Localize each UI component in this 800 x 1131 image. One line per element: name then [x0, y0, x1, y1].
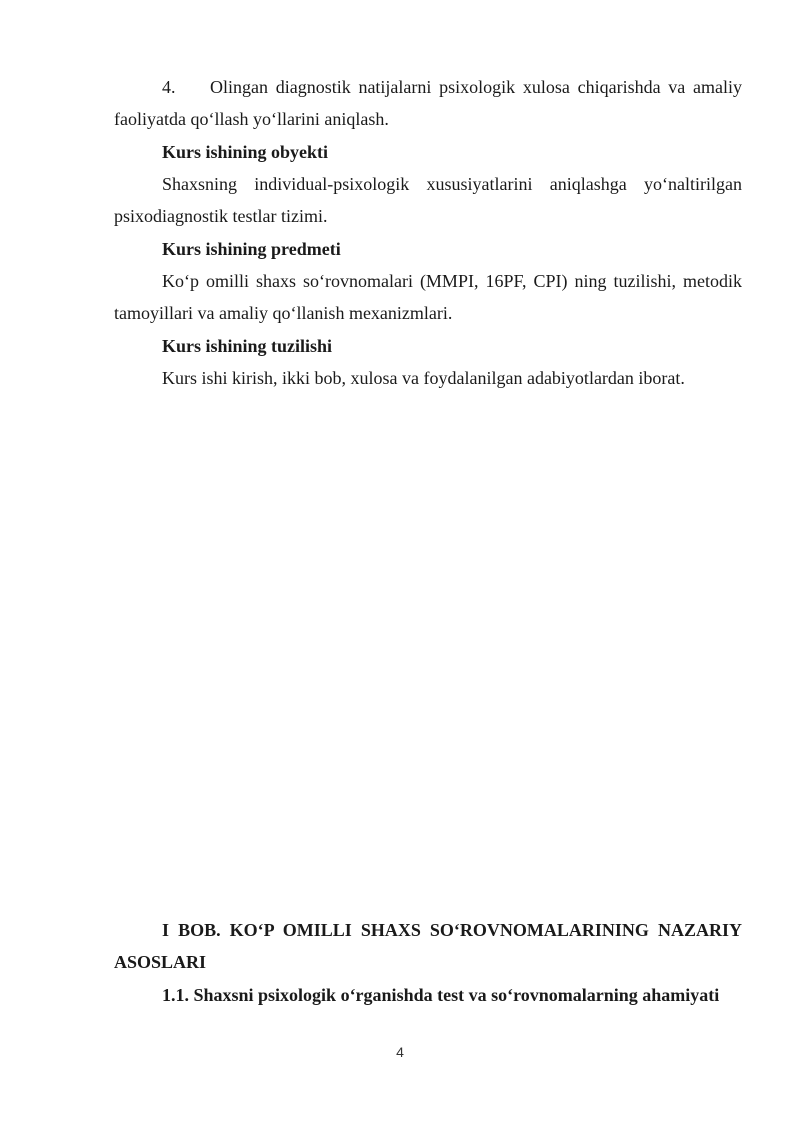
predmet-paragraph: Ko‘p omilli shaxs so‘rovnomalari (MMPI, 16PF, CPI) ning tuzilishi, metodik tamoyillari va amaliy qo‘llanish mexanizmlari.: [114, 271, 742, 323]
obyekt-paragraph: Shaxsning individual-psixologik xususiyatlarini aniqlashga yo‘naltirilgan psixodiagnostik testlar tizimi.: [114, 174, 742, 226]
list-item-4: [114, 71, 742, 135]
chapter-title: I BOB. KO‘P OMILLI SHAXS SO‘ROVNOMALARINING NAZARIY ASOSLARI: [114, 920, 742, 972]
page-number: 4: [396, 1044, 404, 1060]
list-item-text: Olingan diagnostik natijalarni psixologik xulosa chiqarishda va amaliy faoliyatda qo‘llash yo‘llarini aniqlash.: [114, 77, 742, 129]
tuzilishi-heading: Kurs ishining tuzilishi: [162, 336, 333, 356]
section-title: 1.1. Shaxsni psixologik o‘rganishda test va so‘rovnomalarning ahamiyati: [162, 985, 720, 1005]
predmet-heading: Kurs ishining predmeti: [162, 239, 341, 259]
tuzilishi-paragraph: Kurs ishi kirish, ikki bob, xulosa va foydalanilgan adabiyotlardan iborat.: [162, 368, 685, 388]
obyekt-heading: Kurs ishining obyekti: [162, 142, 329, 162]
list-item-number: 4.: [162, 77, 176, 97]
